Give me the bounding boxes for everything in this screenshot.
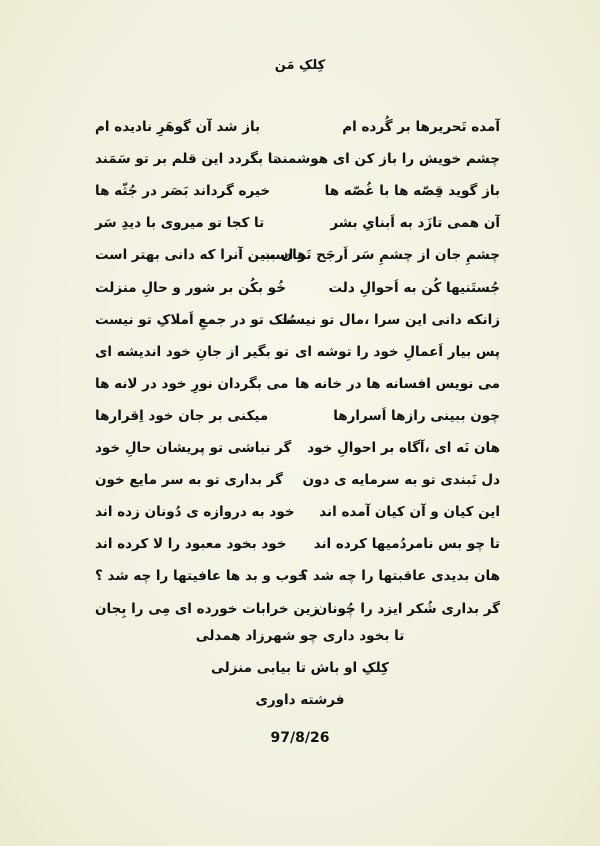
couplet-row [0,183,600,207]
hemistich-left: خوب و بد ها عافیتها را چه شد ؟ [95,568,308,585]
hemistich-right: هان بدیدی عاقبتها را چه شد ؟ [300,568,500,585]
couplet-row [0,504,600,528]
couplet-row [0,247,600,271]
couplet-row [0,312,600,336]
couplet-row [0,440,600,464]
couplet-row [0,472,600,496]
hemistich-right: پس بیار اَعمالِ خود را توشه ای [295,343,500,360]
hemistich-right: جُستَنیها کُن به اَحوالِ دلت [328,279,500,296]
hemistich-right: آمده تَحریرها بر گُرده ام [342,119,500,135]
couplet-row [0,568,600,592]
closing-line: کِلکِ او باش تا بیابی منزلی [211,660,389,676]
couplet-row [0,344,600,368]
couplet-row [0,601,600,625]
hemistich-left: باز شد آن گوهَرِ نادیده ام [95,119,261,135]
couplet-row [0,408,600,432]
hemistich-left: می بگردان نورِ خود در لانه ها [95,375,289,392]
hemistich-left: تا کجا تو میروی با دیدِ سَر [95,215,265,232]
couplet-row [0,215,600,239]
hemistich-right: دل نَبندی تو به سرمایه ی دون [302,472,500,489]
hemistich-right: آن همی تازَد به اَبنایِ بشر [330,215,500,232]
hemistich-right: چون ببینی رازها اَسرارها [333,407,500,424]
poem-date: 97/8/26 [270,730,330,746]
hemistich-left: خُو بکُن بر شور و حالِ منزلت [95,279,286,296]
hemistich-right: گر بداری شُکر ایزد را چُونان [315,600,500,617]
hemistich-left: زین خرابات خورده ای مِی را بِجان [95,600,319,617]
hemistich-right: تا چو بس نامردُمیها کرده اند [313,536,500,553]
couplet-row [0,119,600,143]
couplet-row [0,280,600,304]
hemistich-right: چشم خویش را باز کن ای هوشمند [274,151,500,168]
couplet-row [0,536,600,560]
hemistich-right: هان نَه ای ،آگاه بر احوالِ خود [307,440,500,456]
hemistich-left: خود به دروازه ی دُونان زده اند [95,504,295,521]
hemistich-left: خیره گرداند بَصَر در جُثّه ها [95,183,271,200]
hemistich-left: تا بگردد این قلم بر تو سَمَند [95,151,278,168]
author-name: فرشته داوری [255,692,345,708]
hemistich-right: می نویس افسانه ها در خانه ها [294,375,500,392]
hemistich-left: میکنی بر جان خود اِقرارها [95,407,269,424]
couplet-row [0,376,600,400]
hemistich-left: مُلک تو در جمعِ اَملاکِ تو نیست [95,311,297,328]
hemistich-left: خود بخود معبود را لا کرده اند [95,536,287,553]
couplet-row [0,151,600,175]
hemistich-left: تو بگیر از جانِ خود اندیشه ای [95,343,289,360]
hemistich-right: زانکه دانی این سرا ،مال تو نیست [277,311,500,328]
hemistich-left: گر بداری تو به سر مایع خون [95,472,283,489]
closing-line: تا بخود داری چو شهرزاد همدلی [195,628,405,644]
hemistich-right: چشمِ جان از چشمِ سَر اَرجَح تَر است [261,247,500,264]
hemistich-right: باز گوید قِصّه ها با غُصّه ها [324,183,500,200]
poem-title: کِلکِ مَن [274,58,326,73]
hemistich-right: این کیان و آن کیان آمده اند [319,504,500,521]
hemistich-left: هان ببین آنرا که دانی بهتر است [95,247,307,264]
hemistich-left: گر نباشی تو پریشان حالِ خود [95,440,292,456]
